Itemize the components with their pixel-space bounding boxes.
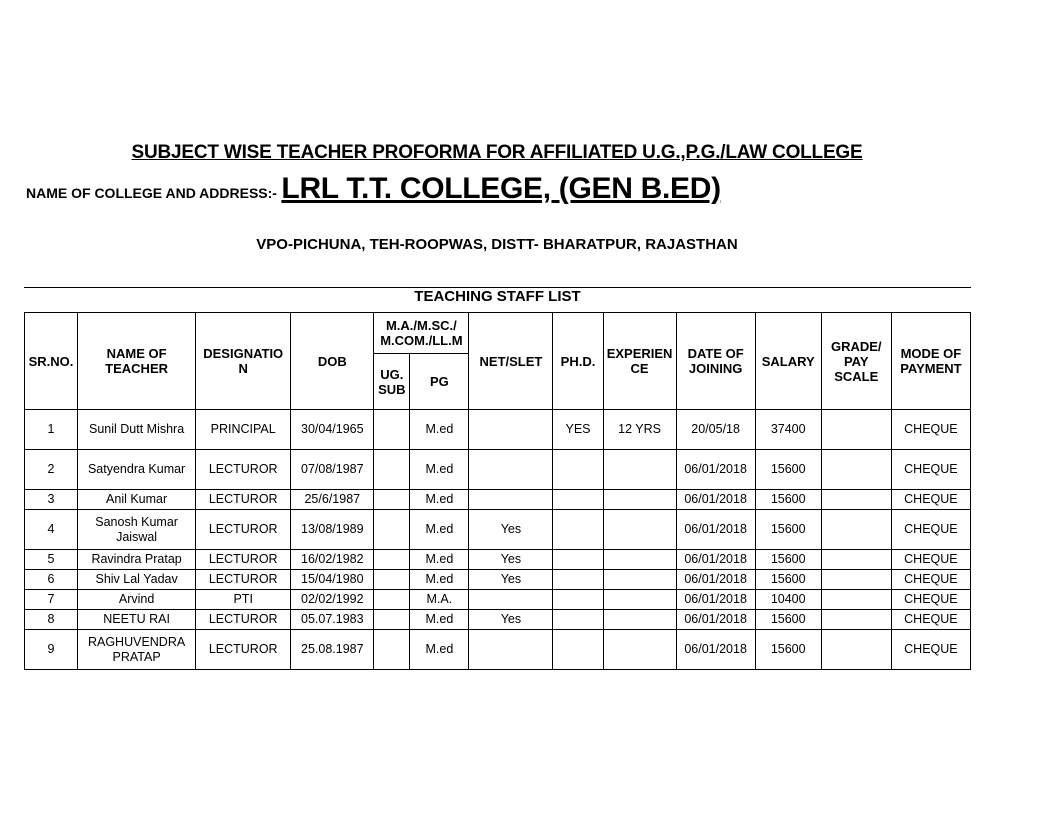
dob-cell: 30/04/1965 bbox=[291, 410, 374, 450]
ug-sub-cell bbox=[374, 510, 410, 550]
dob-cell: 02/02/1992 bbox=[291, 590, 374, 610]
sr-no-cell: 3 bbox=[25, 490, 78, 510]
table-row bbox=[25, 590, 971, 610]
date-of-joining-cell: 06/01/2018 bbox=[676, 490, 755, 510]
mode-of-payment-cell: CHEQUE bbox=[891, 450, 970, 490]
phd-cell bbox=[553, 570, 603, 590]
header-dob: DOB bbox=[291, 313, 374, 410]
phd-cell bbox=[553, 490, 603, 510]
dob-cell: 07/08/1987 bbox=[291, 450, 374, 490]
header-phd: PH.D. bbox=[553, 313, 603, 410]
sr-no-cell: 7 bbox=[25, 590, 78, 610]
grade-cell bbox=[821, 490, 891, 510]
mode-of-payment-cell: CHEQUE bbox=[891, 610, 970, 630]
net-slet-cell: Yes bbox=[469, 610, 553, 630]
net-slet-cell bbox=[469, 410, 553, 450]
document-title: SUBJECT WISE TEACHER PROFORMA FOR AFFILIATED U.G.,P.G./LAW COLLEGE bbox=[131, 142, 863, 163]
table-row bbox=[25, 490, 971, 510]
mode-of-payment-cell: CHEQUE bbox=[891, 510, 970, 550]
dob-cell: 05.07.1983 bbox=[291, 610, 374, 630]
teacher-name-cell: Ravindra Pratap bbox=[78, 550, 196, 570]
experience-cell bbox=[603, 550, 676, 570]
header-designation: DESIGNATIO N bbox=[196, 313, 291, 410]
grade-cell bbox=[821, 610, 891, 630]
table-header-row bbox=[25, 313, 971, 354]
date-of-joining-cell: 06/01/2018 bbox=[676, 610, 755, 630]
dob-cell: 25.08.1987 bbox=[291, 630, 374, 670]
table-row bbox=[25, 550, 971, 570]
header-date-of-joining: DATE OF JOINING bbox=[676, 313, 755, 410]
header-net-slet: NET/SLET bbox=[469, 313, 553, 410]
dob-cell: 16/02/1982 bbox=[291, 550, 374, 570]
pg-cell: M.ed bbox=[410, 630, 469, 670]
net-slet-cell: Yes bbox=[469, 570, 553, 590]
designation-cell: LECTUROR bbox=[196, 490, 291, 510]
phd-cell bbox=[553, 550, 603, 570]
mode-of-payment-cell: CHEQUE bbox=[891, 550, 970, 570]
pg-cell: M.ed bbox=[410, 410, 469, 450]
mode-of-payment-cell: CHEQUE bbox=[891, 570, 970, 590]
salary-cell: 15600 bbox=[755, 570, 821, 590]
ug-sub-cell bbox=[374, 630, 410, 670]
salary-cell: 15600 bbox=[755, 630, 821, 670]
teacher-name-cell: Arvind bbox=[78, 590, 196, 610]
table-caption: TEACHING STAFF LIST bbox=[414, 288, 581, 305]
table-row bbox=[25, 410, 971, 450]
net-slet-cell bbox=[469, 630, 553, 670]
teacher-name-cell: Anil Kumar bbox=[78, 490, 196, 510]
header-grade-pay-scale: GRADE/ PAY SCALE bbox=[821, 313, 891, 410]
net-slet-cell: Yes bbox=[469, 550, 553, 570]
header-salary: SALARY bbox=[755, 313, 821, 410]
designation-cell: LECTUROR bbox=[196, 570, 291, 590]
teacher-name-cell: Satyendra Kumar bbox=[78, 450, 196, 490]
header-name: NAME OF TEACHER bbox=[78, 313, 196, 410]
pg-cell: M.ed bbox=[410, 490, 469, 510]
grade-cell bbox=[821, 410, 891, 450]
experience-cell bbox=[603, 570, 676, 590]
date-of-joining-cell: 06/01/2018 bbox=[676, 590, 755, 610]
sr-no-cell: 2 bbox=[25, 450, 78, 490]
grade-cell bbox=[821, 450, 891, 490]
sr-no-cell: 1 bbox=[25, 410, 78, 450]
designation-cell: LECTUROR bbox=[196, 610, 291, 630]
sr-no-cell: 4 bbox=[25, 510, 78, 550]
sr-no-cell: 5 bbox=[25, 550, 78, 570]
experience-cell bbox=[603, 630, 676, 670]
designation-cell: LECTUROR bbox=[196, 510, 291, 550]
table-row bbox=[25, 510, 971, 550]
dob-cell: 25/6/1987 bbox=[291, 490, 374, 510]
college-name: LRL T.T. COLLEGE, (GEN B.ED) bbox=[281, 172, 721, 205]
salary-cell: 15600 bbox=[755, 450, 821, 490]
designation-cell: LECTUROR bbox=[196, 450, 291, 490]
ug-sub-cell bbox=[374, 450, 410, 490]
phd-cell bbox=[553, 630, 603, 670]
teacher-name-cell: RAGHUVENDRA PRATAP bbox=[78, 630, 196, 670]
table-body bbox=[25, 410, 971, 670]
ug-sub-cell bbox=[374, 550, 410, 570]
ug-sub-cell bbox=[374, 610, 410, 630]
grade-cell bbox=[821, 630, 891, 670]
date-of-joining-cell: 06/01/2018 bbox=[676, 510, 755, 550]
salary-cell: 15600 bbox=[755, 510, 821, 550]
date-of-joining-cell: 06/01/2018 bbox=[676, 550, 755, 570]
salary-cell: 15600 bbox=[755, 550, 821, 570]
experience-cell bbox=[603, 590, 676, 610]
pg-cell: M.A. bbox=[410, 590, 469, 610]
net-slet-cell bbox=[469, 490, 553, 510]
header-mode-of-payment: MODE OF PAYMENT bbox=[891, 313, 970, 410]
mode-of-payment-cell: CHEQUE bbox=[891, 410, 970, 450]
dob-cell: 13/08/1989 bbox=[291, 510, 374, 550]
date-of-joining-cell: 06/01/2018 bbox=[676, 570, 755, 590]
mode-of-payment-cell: CHEQUE bbox=[891, 490, 970, 510]
college-line bbox=[26, 172, 721, 206]
teacher-name-cell: Sanosh Kumar Jaiswal bbox=[78, 510, 196, 550]
salary-cell: 15600 bbox=[755, 490, 821, 510]
pg-cell: M.ed bbox=[410, 610, 469, 630]
pg-cell: M.ed bbox=[410, 510, 469, 550]
date-of-joining-cell: 20/05/18 bbox=[676, 410, 755, 450]
teaching-staff-table bbox=[24, 312, 971, 670]
pg-cell: M.ed bbox=[410, 450, 469, 490]
designation-cell: LECTUROR bbox=[196, 550, 291, 570]
experience-cell bbox=[603, 490, 676, 510]
experience-cell bbox=[603, 610, 676, 630]
grade-cell bbox=[821, 590, 891, 610]
ug-sub-cell bbox=[374, 410, 410, 450]
net-slet-cell bbox=[469, 590, 553, 610]
date-of-joining-cell: 06/01/2018 bbox=[676, 450, 755, 490]
sr-no-cell: 8 bbox=[25, 610, 78, 630]
table-row bbox=[25, 450, 971, 490]
ug-sub-cell bbox=[374, 570, 410, 590]
header-sr-no: SR.NO. bbox=[25, 313, 78, 410]
header-qualification: M.A./M.SC./ M.COM./LL.M bbox=[374, 313, 469, 354]
phd-cell bbox=[553, 590, 603, 610]
pg-cell: M.ed bbox=[410, 550, 469, 570]
mode-of-payment-cell: CHEQUE bbox=[891, 590, 970, 610]
sr-no-cell: 9 bbox=[25, 630, 78, 670]
grade-cell bbox=[821, 550, 891, 570]
college-label: NAME OF COLLEGE AND ADDRESS:- bbox=[26, 185, 277, 201]
dob-cell: 15/04/1980 bbox=[291, 570, 374, 590]
salary-cell: 10400 bbox=[755, 590, 821, 610]
teacher-name-cell: Shiv Lal Yadav bbox=[78, 570, 196, 590]
header-pg: PG bbox=[410, 354, 469, 410]
phd-cell bbox=[553, 510, 603, 550]
date-of-joining-cell: 06/01/2018 bbox=[676, 630, 755, 670]
salary-cell: 15600 bbox=[755, 610, 821, 630]
experience-cell bbox=[603, 450, 676, 490]
table-row bbox=[25, 630, 971, 670]
ug-sub-cell bbox=[374, 490, 410, 510]
grade-cell bbox=[821, 510, 891, 550]
teacher-name-cell: NEETU RAI bbox=[78, 610, 196, 630]
ug-sub-cell bbox=[374, 590, 410, 610]
table-row bbox=[25, 610, 971, 630]
experience-cell bbox=[603, 510, 676, 550]
designation-cell: PRINCIPAL bbox=[196, 410, 291, 450]
designation-cell: PTI bbox=[196, 590, 291, 610]
experience-cell: 12 YRS bbox=[603, 410, 676, 450]
header-experience: EXPERIEN CE bbox=[603, 313, 676, 410]
phd-cell bbox=[553, 450, 603, 490]
sr-no-cell: 6 bbox=[25, 570, 78, 590]
table-row bbox=[25, 570, 971, 590]
phd-cell: YES bbox=[553, 410, 603, 450]
net-slet-cell: Yes bbox=[469, 510, 553, 550]
mode-of-payment-cell: CHEQUE bbox=[891, 630, 970, 670]
college-address: VPO-PICHUNA, TEH-ROOPWAS, DISTT- BHARATPUR, RAJASTHAN bbox=[256, 236, 738, 253]
grade-cell bbox=[821, 570, 891, 590]
designation-cell: LECTUROR bbox=[196, 630, 291, 670]
phd-cell bbox=[553, 610, 603, 630]
header-ug-sub: UG. SUB bbox=[374, 354, 410, 410]
net-slet-cell bbox=[469, 450, 553, 490]
salary-cell: 37400 bbox=[755, 410, 821, 450]
teacher-name-cell: Sunil Dutt Mishra bbox=[78, 410, 196, 450]
pg-cell: M.ed bbox=[410, 570, 469, 590]
